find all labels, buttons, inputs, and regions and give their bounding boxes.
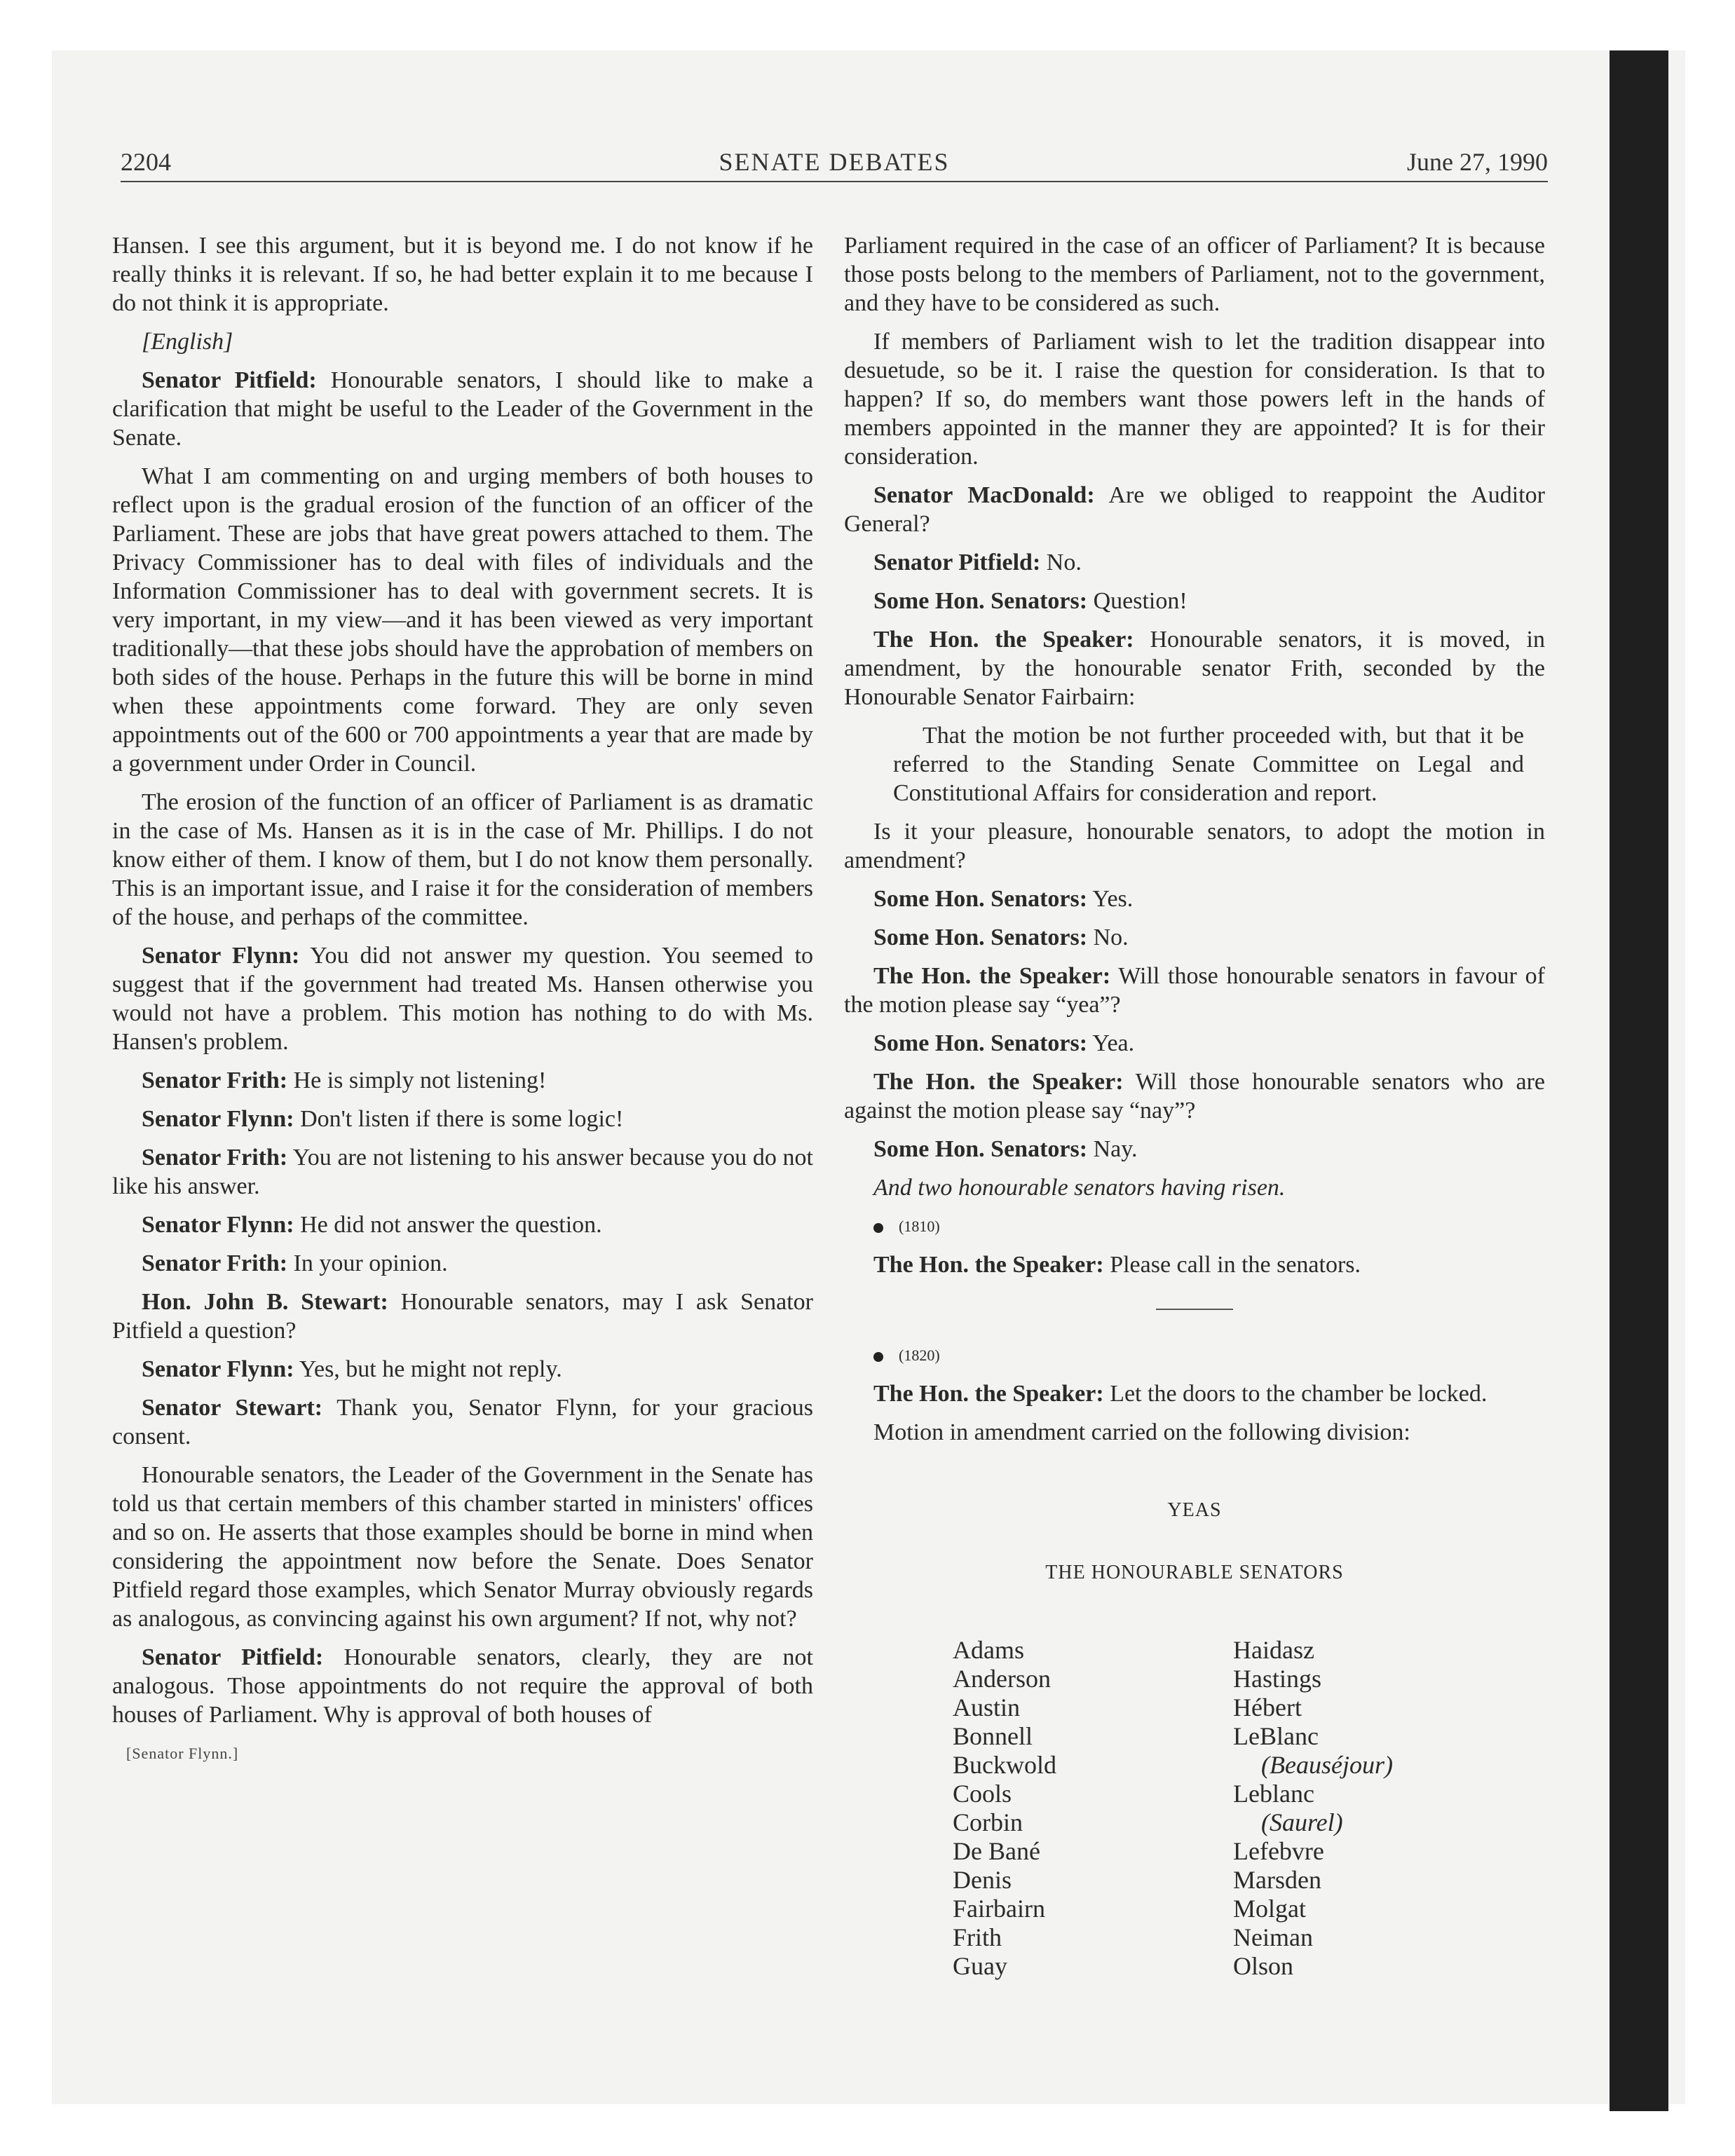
speech bbox=[844, 1250, 1545, 1279]
stage-direction: And two honourable senators having risen. bbox=[873, 1175, 1286, 1201]
speech-text: Don't listen if there is some logic! bbox=[300, 1106, 624, 1132]
speech-text: You did not answer my question. You seemed to suggest that if the government had treated Ms. Hansen otherwise you would not have a problem. This motion has nothing to do with Ms. Hansen's problem. bbox=[112, 943, 813, 1055]
paragraph: Hansen. I see this argument, but it is beyond me. I do not know if he really thinks it is relevant. If so, he had better explain it to me because I do not think it is appropriate. bbox=[112, 233, 813, 316]
speech bbox=[844, 962, 1545, 1019]
speech-text: Are we obliged to reappoint the Auditor General? bbox=[844, 482, 1545, 537]
speaker-name: Senator Pitfield: bbox=[142, 367, 317, 393]
speech bbox=[112, 1105, 813, 1133]
speech bbox=[844, 1067, 1545, 1125]
paragraph: The erosion of the function of an officer of Parliament is as dramatic in the case of Ms. Hansen as it is in the case of Mr. Phillips. I do not know either of them. I know of them, but I do not know them personally. This is an important issue, and I raise it for the consideration of members of the house, and perhaps of the committee. bbox=[112, 789, 813, 930]
speaker-name: Senator Frith: bbox=[142, 1250, 288, 1276]
motion-quote: That the motion be not further proceeded with, but that it be referred to the Standing Senate Committee on Legal and Constitutional Affairs for consideration and report. bbox=[893, 723, 1524, 806]
speech bbox=[112, 1249, 813, 1278]
binding-edge bbox=[1610, 50, 1668, 2111]
senator-name: Hastings bbox=[1233, 1665, 1321, 1693]
yeas-heading: YEAS bbox=[1167, 1499, 1222, 1521]
speech-text: Thank you, Senator Flynn, for your gracious consent. bbox=[112, 1395, 813, 1449]
speaker-name: Senator Flynn: bbox=[142, 1356, 294, 1382]
speaker-name: Senator Frith: bbox=[142, 1067, 288, 1093]
senator-name: Adams bbox=[953, 1636, 1024, 1664]
speech-text: Question! bbox=[1093, 588, 1188, 614]
senator-name: Neiman bbox=[1233, 1923, 1313, 1951]
timestamp bbox=[844, 1341, 1545, 1370]
speaker-name: Senator Pitfield: bbox=[873, 550, 1041, 575]
speech bbox=[112, 1143, 813, 1201]
speaker-name: Senator Stewart: bbox=[142, 1395, 323, 1421]
speaker-name: The Hon. the Speaker: bbox=[873, 627, 1134, 653]
speaker-name: Senator Frith: bbox=[142, 1145, 288, 1171]
division-names bbox=[844, 1636, 1545, 1981]
speech-text: No. bbox=[1093, 925, 1129, 950]
speech-text: No. bbox=[1046, 550, 1082, 575]
speech bbox=[844, 885, 1545, 913]
senator-name: Bonnell bbox=[953, 1722, 1033, 1750]
speech bbox=[844, 923, 1545, 952]
names-column-1 bbox=[953, 1636, 1233, 1981]
section-divider bbox=[1156, 1309, 1233, 1310]
senator-name: Cools bbox=[953, 1780, 1012, 1808]
senators-heading: THE HONOURABLE SENATORS bbox=[1045, 1562, 1344, 1583]
speaker-name: Some Hon. Senators: bbox=[873, 1136, 1088, 1162]
speech-text: Yes, but he might not reply. bbox=[299, 1356, 562, 1382]
paragraph: Honourable senators, the Leader of the Government in the Senate has told us that certain members of this chamber started in ministers' offices and so on. He asserts that those examples should be borne in mind when considering the appointment now before the Senate. Does Senator Pitfield regard those examples, which Senator Murray obviously regards as analogous, as convincing against his own argument? If not, why not? bbox=[112, 1462, 813, 1632]
speaker-name: Senator MacDonald: bbox=[873, 482, 1095, 508]
speaker-name: The Hon. the Speaker: bbox=[873, 1381, 1104, 1407]
language-tag: [English] bbox=[142, 329, 233, 355]
senator-name: Lefebvre bbox=[1233, 1837, 1324, 1865]
speech-text: Let the doors to the chamber be locked. bbox=[1110, 1381, 1488, 1407]
senator-name: Buckwold bbox=[953, 1751, 1056, 1779]
speaker-name: Senator Flynn: bbox=[142, 943, 300, 969]
speaker-name: Some Hon. Senators: bbox=[873, 925, 1088, 950]
header-rule bbox=[121, 181, 1548, 182]
paragraph: What I am commenting on and urging members of both houses to reflect upon is the gradual erosion of the function of an officer of the Parliament. These are jobs that have great powers attached to them. The Privacy Commissioner has to deal with files of individuals and the Information Commissioner has to deal with government secrets. It is very important, in my view—and it has been viewed as very important traditionally—that these jobs should have the approbation of members on both sides of the house. Perhaps in the future this will be borne in mind when these appointments come forward. They are only seven appointments out of the 600 or 700 appointments a year that are made by a government under Order in Council. bbox=[112, 463, 813, 777]
senator-name: Guay bbox=[953, 1952, 1007, 1980]
page-header bbox=[121, 147, 1548, 182]
paragraph: Is it your pleasure, honourable senators, to adopt the motion in amendment? bbox=[844, 819, 1545, 873]
paragraph: If members of Parliament wish to let the tradition disappear into desuetude, so be it. I raise the question for consideration. Is that to happen? If so, do members want those powers left in the hands of members appointed in the manner they are appointed? It is for their consideration. bbox=[844, 329, 1545, 470]
speech bbox=[112, 1288, 813, 1345]
page-number: 2204 bbox=[121, 148, 171, 176]
timestamp-text: (1820) bbox=[899, 1346, 940, 1364]
senator-name: De Bané bbox=[953, 1837, 1040, 1865]
speech-text: Will those honourable senators who are against the motion please say “nay”? bbox=[844, 1069, 1545, 1124]
names-column-2 bbox=[1233, 1636, 1513, 1981]
speech bbox=[844, 1029, 1545, 1058]
publication-date: June 27, 1990 bbox=[1407, 148, 1548, 176]
senator-name: Anderson bbox=[953, 1665, 1051, 1693]
speech-text: Honourable senators, clearly, they are not analogous. Those appointments do not require the approval of both houses of Parliament. Why is approval of both houses of bbox=[112, 1644, 813, 1728]
speech bbox=[112, 1210, 813, 1239]
speech bbox=[112, 366, 813, 452]
senator-name: LeBlanc bbox=[1233, 1722, 1319, 1750]
timestamp-text: (1810) bbox=[899, 1217, 940, 1235]
speech-text: Yes. bbox=[1092, 886, 1134, 912]
senator-division: (Beauséjour) bbox=[1261, 1751, 1393, 1779]
paragraph: Motion in amendment carried on the following division: bbox=[873, 1419, 1410, 1445]
speech bbox=[112, 1355, 813, 1384]
speech bbox=[112, 941, 813, 1056]
speech-text: He is simply not listening! bbox=[293, 1067, 547, 1093]
speaker-name: Some Hon. Senators: bbox=[873, 588, 1088, 614]
speech-text: Yea. bbox=[1092, 1030, 1135, 1056]
timestamp bbox=[844, 1212, 1545, 1241]
speech bbox=[844, 548, 1545, 577]
senator-name: Leblanc bbox=[1233, 1780, 1314, 1808]
senator-name: Olson bbox=[1233, 1952, 1294, 1980]
speech bbox=[844, 1135, 1545, 1164]
speech-text: Honourable senators, may I ask Senator Pitfield a question? bbox=[112, 1289, 814, 1344]
senator-name: Haidasz bbox=[1233, 1636, 1314, 1664]
speech bbox=[844, 481, 1545, 538]
left-column bbox=[112, 231, 813, 1768]
speech bbox=[112, 1393, 813, 1451]
speech bbox=[112, 1643, 813, 1729]
speech bbox=[844, 1379, 1545, 1408]
speech-text: Will those honourable senators in favour of the motion please say “yea”? bbox=[844, 963, 1545, 1018]
speech bbox=[112, 1066, 813, 1095]
speech-text: In your opinion. bbox=[293, 1250, 448, 1276]
senator-name: Marsden bbox=[1233, 1866, 1321, 1894]
bullet-icon bbox=[873, 1223, 883, 1233]
speech-text: Nay. bbox=[1093, 1136, 1138, 1162]
senator-name: Fairbairn bbox=[953, 1895, 1045, 1923]
speech bbox=[844, 587, 1545, 615]
speech bbox=[844, 625, 1545, 711]
speaker-name: Senator Flynn: bbox=[142, 1212, 294, 1238]
senator-name: Molgat bbox=[1233, 1895, 1306, 1923]
speaker-name: Some Hon. Senators: bbox=[873, 886, 1088, 912]
speech-text: You are not listening to his answer because you do not like his answer. bbox=[112, 1145, 813, 1199]
speaker-credit: [Senator Flynn.] bbox=[126, 1745, 239, 1762]
right-column bbox=[844, 231, 1545, 1981]
speech-text: Honourable senators, it is moved, in amendment, by the honourable senator Frith, seconded by the Honourable Senator Fairbairn: bbox=[844, 627, 1545, 710]
speech-text: Please call in the senators. bbox=[1110, 1252, 1361, 1278]
senator-name: Corbin bbox=[953, 1808, 1023, 1836]
speaker-name: The Hon. the Speaker: bbox=[873, 963, 1111, 989]
speaker-name: Hon. John B. Stewart: bbox=[142, 1289, 388, 1315]
speaker-name: The Hon. the Speaker: bbox=[873, 1252, 1104, 1278]
speaker-name: Senator Pitfield: bbox=[142, 1644, 324, 1670]
senator-name: Hébert bbox=[1233, 1693, 1302, 1721]
speaker-name: The Hon. the Speaker: bbox=[873, 1069, 1124, 1095]
senator-name: Denis bbox=[953, 1866, 1012, 1894]
senator-name: Frith bbox=[953, 1923, 1002, 1951]
speech-text: He did not answer the question. bbox=[300, 1212, 602, 1238]
speaker-name: Some Hon. Senators: bbox=[873, 1030, 1088, 1056]
publication-title: SENATE DEBATES bbox=[719, 148, 950, 176]
paragraph: Parliament required in the case of an officer of Parliament? It is because those posts belong to the members of Parliament, not to the government, and they have to be considered as such. bbox=[844, 233, 1545, 316]
speaker-name: Senator Flynn: bbox=[142, 1106, 294, 1132]
senator-name: Austin bbox=[953, 1693, 1021, 1721]
senator-division: (Saurel) bbox=[1261, 1808, 1343, 1836]
speech-text: Honourable senators, I should like to make a clarification that might be useful to the Leader of the Government in the Senate. bbox=[112, 367, 813, 451]
bullet-icon bbox=[873, 1352, 883, 1362]
